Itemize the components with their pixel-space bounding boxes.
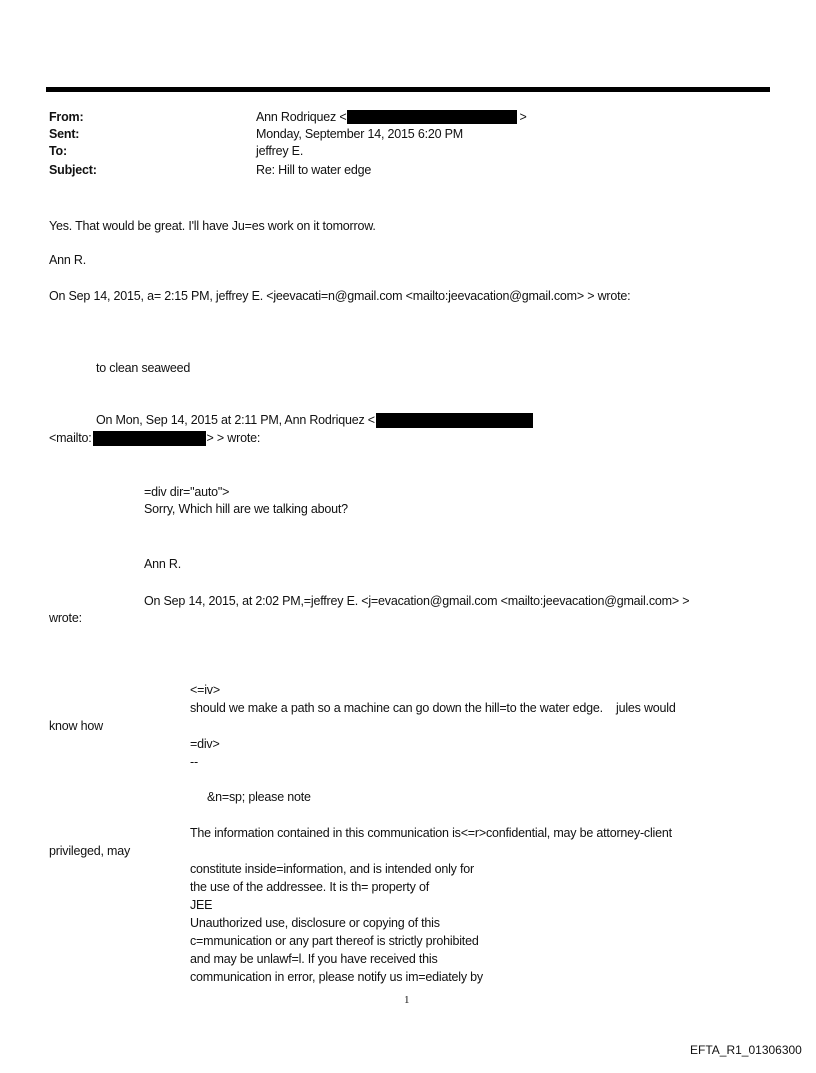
body-line: to clean seaweed bbox=[96, 361, 191, 375]
from-close: > bbox=[519, 110, 527, 124]
quote-header: On Sep 14, 2015, a= 2:15 PM, jeffrey E. <jeevacati=n@gmail.com <mailto:jeevacation@gmail.com> > wrote: bbox=[49, 289, 631, 303]
from-row bbox=[256, 109, 527, 125]
quote-header: On Sep 14, 2015, at 2:02 PM,=jeffrey E. <j=evacation@gmail.com <mailto:jeevacation@gmail.com> > bbox=[144, 594, 690, 608]
quote-header: On Mon, Sep 14, 2015 at 2:11 PM, Ann Rodriquez < bbox=[96, 413, 375, 427]
from-value: Ann Rodriquez < bbox=[256, 110, 347, 124]
disclaimer-line: c=mmunication or any part thereof is strictly prohibited bbox=[190, 934, 479, 948]
body-line: &n=sp; please note bbox=[207, 790, 311, 804]
body-line: know how bbox=[49, 719, 103, 733]
signature: Ann R. bbox=[49, 253, 87, 267]
body-line: =div> bbox=[190, 737, 220, 751]
disclaimer-line: and may be unlawf=l. If you have received this bbox=[190, 952, 438, 966]
subject-label: Subject: bbox=[49, 163, 97, 177]
disclaimer-line: The information contained in this communication is<=r>confidential, may be attorney-client bbox=[190, 826, 672, 840]
disclaimer-line: privileged, may bbox=[49, 844, 131, 858]
disclaimer-line: communication in error, please notify us im=ediately by bbox=[190, 970, 483, 984]
to-label: To: bbox=[49, 144, 67, 158]
to-value: jeffrey E. bbox=[256, 144, 304, 158]
disclaimer-line: Unauthorized use, disclosure or copying of this bbox=[190, 916, 440, 930]
disclaimer-line: the use of the addressee. It is th= property of bbox=[190, 880, 430, 894]
body-line: Yes. That would be great. I'll have Ju=es work on it tomorrow. bbox=[49, 219, 376, 233]
quote-header-row bbox=[49, 430, 260, 446]
redaction bbox=[93, 431, 206, 446]
sent-value: Monday, September 14, 2015 6:20 PM bbox=[256, 127, 463, 141]
quote-header-row bbox=[96, 412, 533, 428]
disclaimer-line: JEE bbox=[190, 898, 213, 912]
from-label: From: bbox=[49, 110, 84, 124]
body-line: =div dir="auto"> bbox=[144, 485, 230, 499]
bates-number: EFTA_R1_01306300 bbox=[690, 1043, 802, 1057]
subject-value: Re: Hill to water edge bbox=[256, 163, 372, 177]
header-rule bbox=[46, 87, 770, 92]
quote-header: <mailto: bbox=[49, 431, 92, 445]
sent-label: Sent: bbox=[49, 127, 80, 141]
signature: Ann R. bbox=[144, 557, 182, 571]
page-number: 1 bbox=[404, 994, 410, 1006]
disclaimer-line: constitute inside=information, and is intended only for bbox=[190, 862, 474, 876]
quote-header: wrote: bbox=[49, 611, 82, 625]
body-line: -- bbox=[190, 755, 198, 769]
body-line: <=iv> bbox=[190, 683, 220, 697]
body-line: should we make a path so a machine can go down the hill=to the water edge. jules would bbox=[190, 701, 676, 715]
redaction bbox=[376, 413, 533, 428]
redaction bbox=[347, 110, 517, 124]
body-line: Sorry, Which hill are we talking about? bbox=[144, 502, 348, 516]
quote-header: > > wrote: bbox=[206, 431, 261, 445]
